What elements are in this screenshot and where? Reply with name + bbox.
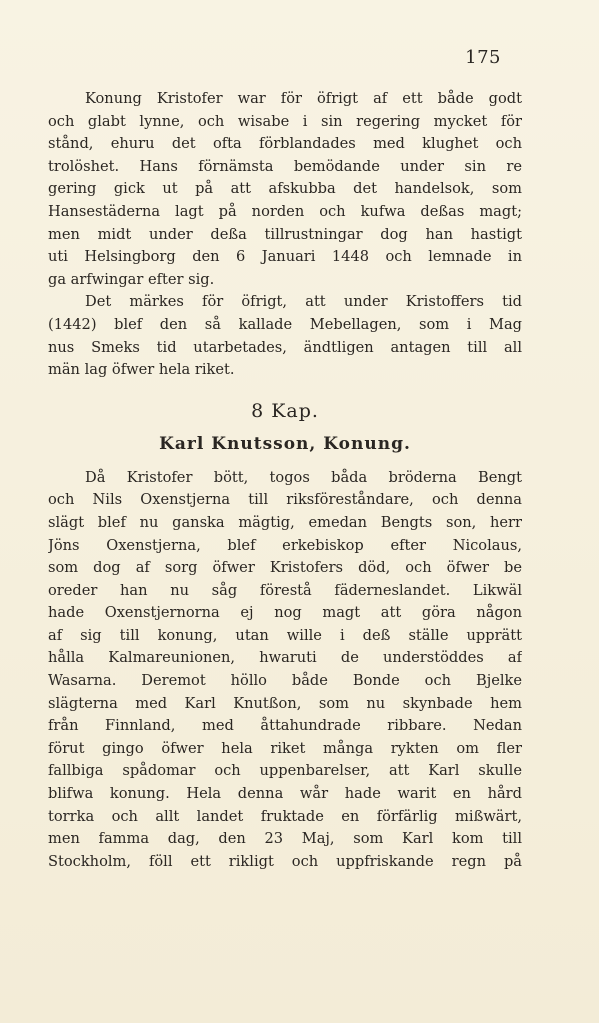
text-line: män lag öfwer hela riket. [48, 361, 235, 379]
page-number: 175 [465, 47, 501, 68]
text-line: Det märkes för öfrigt, att under Kristoffers tid [85, 293, 522, 311]
text-line: Jöns Oxenstjerna, blef erkebiskop efter Nicolaus, [48, 536, 522, 554]
text-line: men midt under deßa tillrustningar dog han hastigt [48, 225, 522, 243]
text-line: Hansestäderna lagt på norden och kufwa deßas magt; [48, 202, 522, 220]
text-line: blifwa konung. Hela denna wår hade warit en hård [48, 785, 522, 803]
text-line: ga arfwingar efter sig. [48, 270, 215, 288]
chapter-heading: 8 Kap. [251, 399, 319, 422]
text-line: af sig till konung, utan wille i deß ställe upprätt [48, 626, 522, 644]
text-line: hade Oxenstjernorna ej nog magt att göra någon [48, 604, 522, 622]
page-content [48, 88, 522, 873]
text-line: oreder han nu såg förestå fäderneslandet. Likwäl [48, 581, 522, 599]
paragraph-3 [48, 467, 522, 874]
text-line: gering gick ut på att afskubba det handelsok, som [48, 180, 522, 198]
paragraph-1 [48, 88, 522, 291]
text-line: (1442) blef den så kallade Mebellagen, som i Mag [48, 315, 522, 333]
text-line: Då Kristofer bött, togos båda bröderna Bengt [85, 468, 522, 486]
paragraph-2 [48, 291, 522, 381]
text-line: Konung Kristofer war för öfrigt af ett både godt [85, 90, 522, 107]
text-line: men famma dag, den 23 Maj, som Karl kom till [48, 830, 522, 848]
text-line: som dog af sorg öfwer Kristofers död, och öfwer be [48, 559, 522, 577]
text-line: slägterna med Karl Knutßon, som nu skynbade hem [48, 694, 522, 712]
text-line: förut gingo öfwer hela riket många rykten om fler [48, 739, 522, 757]
text-line: slägt blef nu ganska mägtig, emedan Bengts son, herr [48, 513, 522, 531]
text-line: Stockholm, föll ett rikligt och uppfriskande regn på [48, 852, 522, 870]
text-line: och Nils Oxenstjerna till riksföreståndare, och denna [48, 491, 522, 509]
text-line: från Finnland, med åttahundrade ribbare. Nedan [48, 717, 522, 735]
text-line: uti Helsingborg den 6 Januari 1448 och lemnade in [48, 248, 522, 266]
text-line: stånd, ehuru det ofta förblandades med klughet och [48, 135, 522, 153]
text-line: trolöshet. Hans förnämsta bemödande under sin re [48, 157, 522, 175]
text-line: hålla Kalmareunionen, hwaruti de understöddes af [48, 649, 522, 667]
text-line: torrka och allt landet fruktade en förfärlig mißwärt, [48, 807, 522, 825]
text-line: nus Smeks tid utarbetades, ändtligen antagen till all [48, 338, 522, 356]
text-line: Wasarna. Deremot höllo både Bonde och Bjelke [48, 672, 522, 690]
text-line: och glabt lynne, och wisabe i sin regering mycket för [48, 112, 522, 130]
text-line: fallbiga spådomar och uppenbarelser, att Karl skulle [48, 762, 522, 780]
section-heading: Karl Knutsson, Konung. [159, 433, 411, 454]
